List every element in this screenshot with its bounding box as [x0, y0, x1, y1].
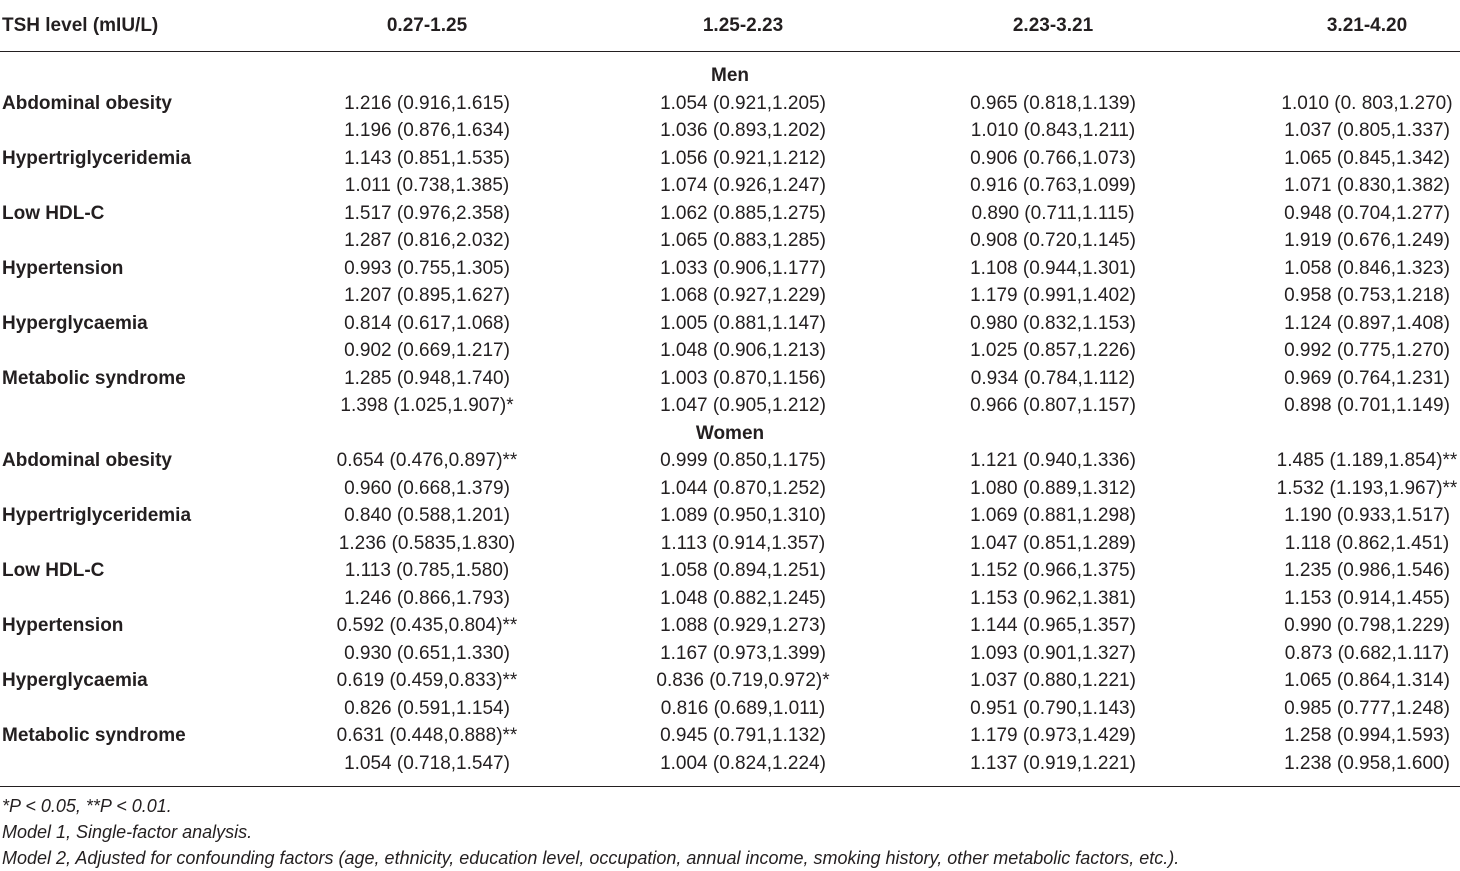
odds-ratio-cell: 0.945 (0.791,1.132): [660, 725, 826, 746]
header-col-1: 0.27-1.25: [386, 15, 468, 36]
odds-ratio-cell: 1.005 (0.881,1.147): [660, 312, 826, 334]
table-row: [0, 667, 1460, 694]
odds-ratio-cell: 1.058 (0.894,1.251): [660, 560, 826, 581]
odds-ratio-cell: 0.631 (0.448,0.888)**: [336, 725, 518, 746]
table-row: [0, 365, 1460, 392]
table-row: [0, 117, 1460, 144]
odds-ratio-cell: 0.654 (0.476,0.897)**: [336, 450, 518, 471]
odds-ratio-cell: 1.236 (0.5835,1.830): [338, 532, 516, 554]
row-label: Hyperglycaemia: [2, 312, 148, 334]
odds-ratio-cell: 1.124 (0.897,1.408): [1284, 312, 1450, 334]
table-row: [0, 530, 1460, 557]
odds-ratio-cell: 1.003 (0.870,1.156): [660, 367, 826, 389]
row-label: Low HDL-C: [2, 560, 105, 581]
odds-ratio-cell: 1.044 (0.870,1.252): [660, 477, 826, 499]
footnote-model-2: Model 2, Adjusted for confounding factors (age, ethnicity, education level, occupation, annual income, smoking history, other metabolic factors, etc.).: [2, 848, 1180, 868]
odds-ratio-cell: 1.088 (0.929,1.273): [660, 615, 826, 636]
odds-ratio-cell: 0.814 (0.617,1.068): [344, 312, 510, 334]
row-label: Abdominal obesity: [2, 450, 172, 471]
table-row: [0, 227, 1460, 254]
odds-ratio-cell: 1.167 (0.973,1.399): [660, 642, 826, 664]
odds-ratio-cell: 1.071 (0.830,1.382): [1284, 175, 1450, 196]
table-row: [0, 255, 1460, 282]
odds-ratio-cell: 0.960 (0.668,1.379): [344, 477, 510, 499]
odds-ratio-cell: 1.152 (0.966,1.375): [970, 560, 1136, 581]
odds-ratio-cell: 0.898 (0.701,1.149): [1284, 395, 1450, 416]
odds-ratio-cell: 1.246 (0.866,1.793): [344, 587, 510, 609]
odds-ratio-cell: 1.037 (0.880,1.221): [970, 670, 1136, 691]
odds-ratio-cell: 1.065 (0.845,1.342): [1284, 147, 1450, 169]
odds-ratio-cell: 1.285 (0.948,1.740): [344, 367, 510, 389]
odds-ratio-cell: 1.047 (0.851,1.289): [970, 532, 1136, 554]
odds-ratio-cell: 0.902 (0.669,1.217): [344, 340, 510, 361]
odds-ratio-cell: 1.108 (0.944,1.301): [970, 257, 1136, 279]
odds-ratio-cell: 0.816 (0.689,1.011): [660, 697, 826, 719]
odds-ratio-cell: 0.908 (0.720,1.145): [970, 230, 1136, 251]
odds-ratio-cell: 1.089 (0.950,1.310): [660, 505, 826, 526]
odds-ratio-cell: 1.143 (0.851,1.535): [344, 147, 510, 169]
odds-ratio-cell: 1.048 (0.882,1.245): [660, 587, 826, 609]
header-col-4: 3.21-4.20: [1326, 15, 1408, 36]
table-row: [0, 310, 1460, 337]
odds-ratio-cell: 0.890 (0.711,1.115): [971, 202, 1135, 224]
table-row: [0, 282, 1460, 309]
row-label: Low HDL-C: [2, 202, 105, 224]
odds-ratio-cell: 0.999 (0.850,1.175): [660, 450, 826, 471]
row-label: Metabolic syndrome: [2, 725, 186, 746]
odds-ratio-cell: 1.190 (0.933,1.517): [1284, 505, 1450, 526]
odds-ratio-cell: 0.619 (0.459,0.833)**: [336, 670, 518, 691]
odds-ratio-cell: 1.033 (0.906,1.177): [660, 257, 826, 279]
row-label: Metabolic syndrome: [2, 367, 186, 389]
odds-ratio-cell: 1.258 (0.994,1.593): [1284, 725, 1450, 746]
odds-ratio-cell: 1.074 (0.926,1.247): [660, 175, 826, 196]
row-label: Abdominal obesity: [2, 92, 172, 114]
header-col-3: 2.23-3.21: [1012, 15, 1094, 36]
header-rule: [0, 51, 1460, 52]
table-row: [0, 585, 1460, 612]
odds-ratio-cell: 0.990 (0.798,1.229): [1284, 615, 1450, 636]
table-row: [0, 612, 1460, 639]
odds-ratio-cell: 1.196 (0.876,1.634): [344, 120, 510, 141]
odds-ratio-cell: 1.235 (0.986,1.546): [1284, 560, 1450, 581]
row-label: Hypertriglyceridemia: [2, 147, 192, 169]
row-label: Hyperglycaemia: [2, 670, 148, 691]
table-row: [0, 90, 1460, 117]
table-row: [0, 475, 1460, 502]
odds-ratio-cell: 0.826 (0.591,1.154): [344, 697, 510, 719]
odds-ratio-cell: 1.010 (0.843,1.211): [970, 120, 1136, 141]
row-label: Hypertriglyceridemia: [2, 505, 192, 526]
table-row: [0, 172, 1460, 199]
odds-ratio-cell: 1.113 (0.785,1.580): [344, 560, 510, 581]
table-row: [0, 722, 1460, 749]
odds-ratio-cell: 1.025 (0.857,1.226): [970, 340, 1136, 361]
section-row: [0, 420, 1460, 447]
odds-ratio-cell: 1.919 (0.676,1.249): [1284, 230, 1450, 251]
section-row: [0, 62, 1460, 89]
table-row: [0, 145, 1460, 172]
odds-ratio-cell: 1.485 (1.189,1.854)**: [1276, 450, 1458, 471]
odds-ratio-cell: 0.948 (0.704,1.277): [1284, 202, 1450, 224]
odds-ratio-cell: 1.068 (0.927,1.229): [660, 285, 826, 306]
row-label: Hypertension: [2, 615, 124, 636]
table-row: [0, 337, 1460, 364]
odds-ratio-cell: 1.004 (0.824,1.224): [660, 752, 826, 774]
odds-ratio-cell: 1.216 (0.916,1.615): [344, 92, 510, 114]
footnote-model-1: Model 1, Single-factor analysis.: [2, 822, 253, 842]
table-row: [0, 200, 1460, 227]
odds-ratio-cell: 0.836 (0.719,0.972)*: [656, 670, 830, 691]
odds-ratio-cell: 1.036 (0.893,1.202): [660, 120, 826, 141]
table-row: [0, 695, 1460, 722]
footnote-significance: *P < 0.05, **P < 0.01.: [2, 796, 172, 816]
odds-ratio-cell: 1.058 (0.846,1.323): [1284, 257, 1450, 279]
odds-ratio-cell: 1.048 (0.906,1.213): [660, 340, 826, 361]
odds-ratio-cell: 0.951 (0.790,1.143): [970, 697, 1136, 719]
odds-ratio-cell: 1.121 (0.940,1.336): [970, 450, 1136, 471]
odds-ratio-cell: 1.517 (0.976,2.358): [344, 202, 510, 224]
odds-ratio-cell: 1.118 (0.862,1.451): [1284, 532, 1450, 554]
odds-ratio-cell: 1.113 (0.914,1.357): [660, 532, 826, 554]
table-row: [0, 750, 1460, 777]
odds-ratio-cell: 1.065 (0.864,1.314): [1284, 670, 1450, 691]
odds-ratio-cell: 1.062 (0.885,1.275): [660, 202, 826, 224]
odds-ratio-cell: 0.840 (0.588,1.201): [344, 505, 510, 526]
odds-ratio-cell: 1.179 (0.973,1.429): [970, 725, 1136, 746]
bottom-rule: [0, 786, 1460, 787]
odds-ratio-cell: 1.010 (0. 803,1.270): [1281, 92, 1453, 114]
odds-ratio-cell: 1.093 (0.901,1.327): [970, 642, 1136, 664]
odds-ratio-cell: 0.916 (0.763,1.099): [970, 175, 1136, 196]
table-row: [0, 502, 1460, 529]
row-label: Hypertension: [2, 257, 124, 279]
odds-ratio-cell: 0.992 (0.775,1.270): [1284, 340, 1450, 361]
odds-ratio-cell: 1.287 (0.816,2.032): [344, 230, 510, 251]
table-row: [0, 392, 1460, 419]
table-row: [0, 640, 1460, 667]
odds-ratio-cell: 0.906 (0.766,1.073): [970, 147, 1136, 169]
odds-ratio-cell: 1.153 (0.962,1.381): [970, 587, 1136, 609]
odds-ratio-cell: 1.153 (0.914,1.455): [1284, 587, 1450, 609]
odds-ratio-cell: 0.993 (0.755,1.305): [344, 257, 510, 279]
odds-ratio-cell: 1.080 (0.889,1.312): [970, 477, 1136, 499]
odds-ratio-cell: 1.207 (0.895,1.627): [344, 285, 510, 306]
odds-ratio-cell: 0.980 (0.832,1.153): [970, 312, 1136, 334]
odds-ratio-cell: 1.047 (0.905,1.212): [660, 395, 826, 416]
table-row: [0, 557, 1460, 584]
odds-ratio-cell: 1.532 (1.193,1.967)**: [1276, 477, 1458, 499]
odds-ratio-cell: 1.069 (0.881,1.298): [970, 505, 1136, 526]
odds-ratio-cell: 1.011 (0.738,1.385): [344, 175, 510, 196]
odds-ratio-cell: 0.930 (0.651,1.330): [344, 642, 510, 664]
odds-ratio-cell: 1.398 (1.025,1.907)*: [340, 395, 514, 416]
header-label: TSH level (mIU/L): [2, 15, 159, 36]
section-title: Men: [711, 65, 749, 86]
odds-ratio-cell: 1.054 (0.718,1.547): [344, 752, 510, 774]
odds-ratio-cell: 1.238 (0.958,1.600): [1284, 752, 1450, 774]
table-row: [0, 447, 1460, 474]
odds-ratio-cell: 0.592 (0.435,0.804)**: [336, 615, 518, 636]
odds-ratio-cell: 1.056 (0.921,1.212): [660, 147, 826, 169]
odds-ratio-cell: 1.144 (0.965,1.357): [970, 615, 1136, 636]
section-title: Women: [695, 422, 765, 444]
odds-ratio-cell: 0.965 (0.818,1.139): [970, 92, 1136, 114]
odds-ratio-cell: 1.037 (0.805,1.337): [1284, 120, 1450, 141]
table-header-row: [0, 12, 1460, 39]
odds-ratio-cell: 1.179 (0.991,1.402): [970, 285, 1136, 306]
odds-ratio-cell: 1.054 (0.921,1.205): [660, 92, 826, 114]
odds-ratio-cell: 0.958 (0.753,1.218): [1284, 285, 1450, 306]
odds-ratio-cell: 0.934 (0.784,1.112): [970, 367, 1136, 389]
odds-ratio-cell: 0.873 (0.682,1.117): [1284, 642, 1450, 664]
odds-ratio-cell: 1.137 (0.919,1.221): [970, 752, 1136, 774]
odds-ratio-cell: 0.966 (0.807,1.157): [970, 395, 1136, 416]
odds-ratio-cell: 0.969 (0.764,1.231): [1284, 367, 1450, 389]
header-col-2: 1.25-2.23: [702, 15, 784, 36]
odds-ratio-cell: 1.065 (0.883,1.285): [660, 230, 826, 251]
odds-ratio-cell: 0.985 (0.777,1.248): [1284, 697, 1450, 719]
